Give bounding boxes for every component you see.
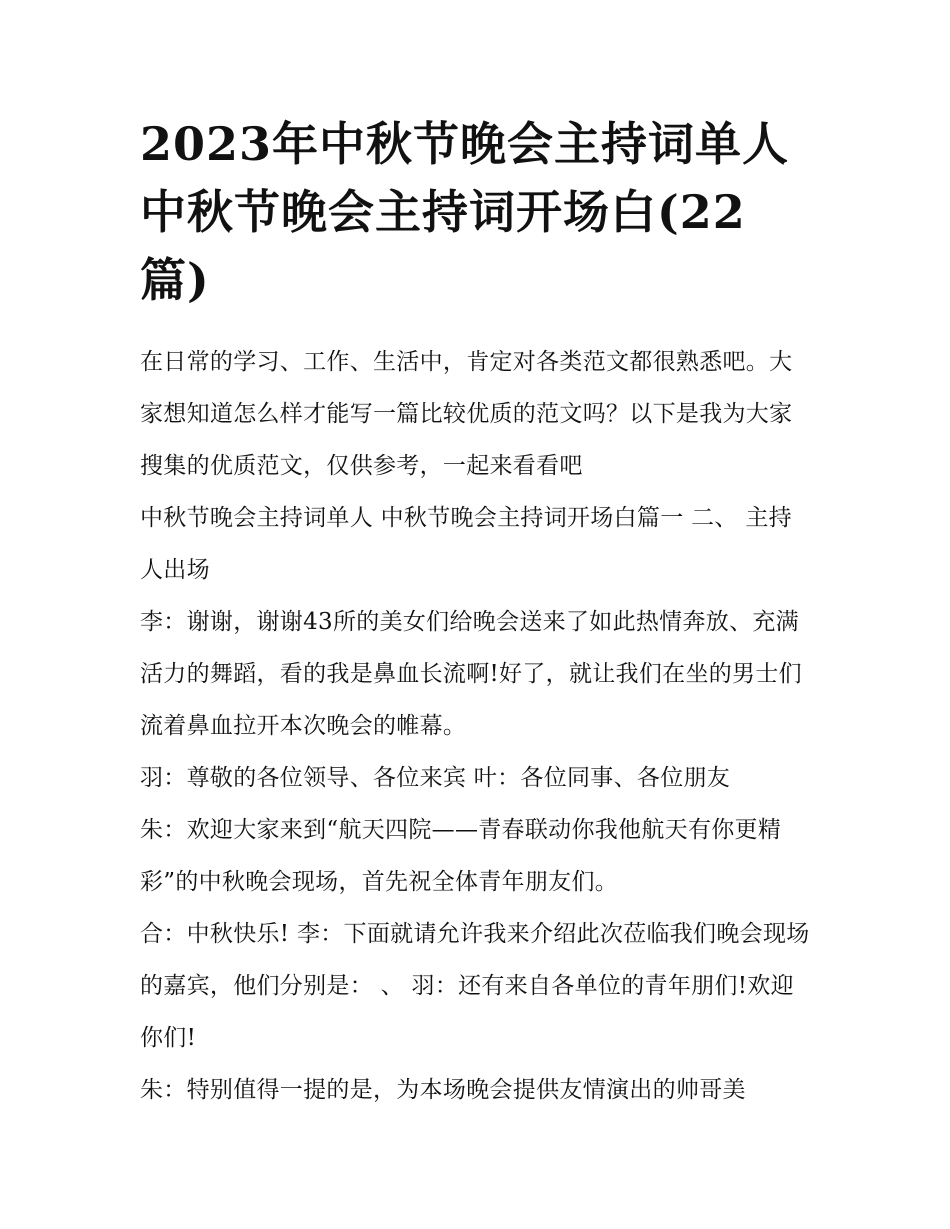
section-heading-paragraph: 中秋节晚会主持词单人 中秋节晚会主持词开场白篇一 二、 主持人出场 xyxy=(140,505,792,583)
dialogue-paragraph-zhu-2: 朱：特别值得一提的是，为本场晚会提供友情演出的帅哥美 xyxy=(140,1077,746,1103)
title-line-2: 中秋节晚会主持词开场白(22 xyxy=(140,185,746,239)
dialogue-paragraph-li: 李：谢谢，谢谢43所的美女们给晚会送来了如此热情奔放、充满活力的舞蹈，看的我是鼻血长流啊!好了，就让我们在坐的男士们流着鼻血拉开本次晚会的帷幕。 xyxy=(140,609,802,739)
title-line-1: 2023年中秋节晚会主持词单人 xyxy=(140,117,790,171)
document-body xyxy=(140,336,810,1116)
dialogue-paragraph-he: 合：中秋快乐! 李：下面就请允许我来介绍此次莅临我们晚会现场的嘉宾，他们分别是： 、 羽：还有来自各单位的青年朋们!欢迎你们! xyxy=(140,921,810,1051)
dialogue-paragraph-zhu: 朱：欢迎大家来到“航天四院——青春联动你我他航天有你更精彩”的中秋晚会现场，首先祝全体青年朋友们。 xyxy=(140,817,782,895)
title-line-3: 篇) xyxy=(140,253,210,307)
dialogue-paragraph-yu-ye: 羽：尊敬的各位领导、各位来宾 叶：各位同事、各位朋友 xyxy=(140,765,731,791)
document-title xyxy=(140,110,810,314)
intro-paragraph: 在日常的学习、工作、生活中，肯定对各类范文都很熟悉吧。大家想知道怎么样才能写一篇比较优质的范文吗？以下是我为大家搜集的优质范文，仅供参考，一起来看看吧 xyxy=(140,349,793,479)
